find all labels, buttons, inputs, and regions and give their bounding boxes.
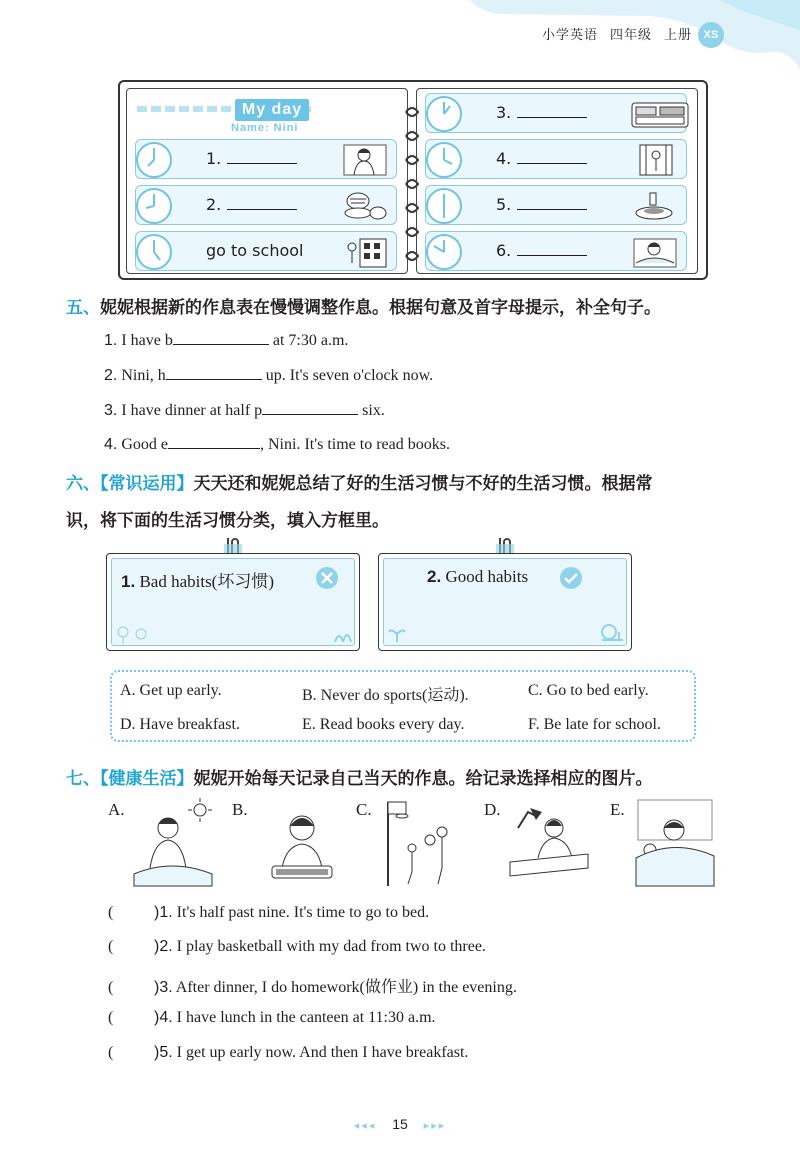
picture-label-b: B. [232, 800, 248, 819]
schedule-row-6 [425, 231, 687, 271]
good-habits-box[interactable] [378, 553, 632, 651]
habit-option-c: C. Go to bed early. [528, 682, 649, 699]
answer-paren[interactable]: ( [108, 1044, 114, 1061]
notebook-right-page [416, 88, 698, 274]
picture-label-d: D. [484, 800, 501, 819]
lunch-tray-illustration [630, 97, 690, 131]
answer-blank[interactable] [517, 104, 587, 118]
schedule-row-3 [135, 231, 397, 271]
section-6-number: 六、 [66, 474, 100, 494]
section-7-question-2: ( )2. I play basketball with my dad from two to three. [108, 938, 486, 955]
schedule-label-r3: 3. [496, 103, 587, 122]
schedule-label-1: 1. [206, 149, 297, 168]
sleeping-girl-illustration [632, 235, 678, 269]
cross-icon [315, 566, 339, 590]
answer-paren[interactable]: ( [108, 979, 114, 996]
clock-icon [424, 94, 464, 134]
schedule-row-3b [425, 93, 687, 133]
clock-icon [424, 232, 464, 272]
header-badge: XS [698, 22, 724, 48]
flower-decoration-icon [115, 622, 155, 644]
section-7-question-4: ( )4. I have lunch in the canteen at 11:30 a.m. [108, 1009, 436, 1026]
habit-option-e: E. Read books every day. [302, 716, 465, 733]
section-7-title: 七、【健康生活】妮妮开始每天记录自己当天的作息。给记录选择相应的图片。 [66, 769, 653, 789]
girl-doing-homework-picture [508, 798, 590, 888]
waking-girl-illustration [342, 143, 388, 177]
section-7-tag: 【健康生活】 [100, 769, 194, 789]
habit-option-f: F. Be late for school. [528, 716, 661, 733]
habit-options-box [110, 670, 696, 742]
notebook-left-page [126, 88, 408, 274]
bad-habits-label: 1. Bad habits(坏习惯) [121, 572, 275, 591]
header-term: 上册 [663, 28, 692, 43]
right-arrows-icon: ▸▸▸ [423, 1120, 447, 1132]
girl-waking-up-picture [132, 798, 214, 888]
section-5-question-4: 4. Good e , Nini. It's time to read books. [104, 436, 450, 453]
notebook-name: Name: Nini [231, 122, 299, 134]
going-home-illustration [632, 143, 678, 177]
good-habits-label: 2. Good habits [427, 567, 529, 586]
habit-option-a: A. Get up early. [120, 682, 222, 699]
section-5-title: 五、妮妮根据新的作息表在慢慢调整作息。根据句意及首字母提示，补全句子。 [66, 298, 661, 318]
left-arrows-icon: ◂◂◂ [353, 1120, 377, 1132]
answer-blank[interactable] [517, 196, 587, 210]
schedule-label-r6: 6. [496, 241, 587, 260]
answer-blank[interactable] [517, 150, 587, 164]
picture-label-a: A. [108, 800, 125, 819]
clock-icon [134, 186, 174, 226]
habit-option-b: B. Never do sports(运动). [302, 687, 469, 704]
section-5-question-1: 1. I have b at 7:30 a.m. [104, 332, 349, 349]
page-number: 15 [392, 1116, 408, 1132]
answer-blank[interactable] [168, 435, 260, 449]
schedule-label-2: 2. [206, 195, 297, 214]
answer-paren[interactable]: ( [108, 1009, 114, 1026]
picture-label-e: E. [610, 800, 625, 819]
clock-icon [424, 186, 464, 226]
answer-paren[interactable]: ( [108, 938, 114, 955]
section-6-title: 六、【常识运用】天天还和妮妮总结了好的生活习惯与不好的生活习惯。根据常 [66, 474, 653, 494]
section-5-question-3: 3. I have dinner at half p six. [104, 402, 385, 419]
habit-option-d: D. Have breakfast. [120, 716, 240, 733]
snail-decoration-icon [599, 622, 625, 642]
answer-blank[interactable] [227, 196, 297, 210]
my-day-notebook [118, 80, 708, 280]
schedule-row-5 [425, 185, 687, 225]
section-6-title-line2: 识，将下面的生活习惯分类，填入方框里。 [66, 511, 389, 531]
section-5-question-2: 2. Nini, h up. It's seven o'clock now. [104, 367, 434, 384]
notebook-title-banner [137, 99, 311, 119]
picture-label-c: C. [356, 800, 372, 819]
section-7-question-5: ( )5. I get up early now. And then I have breakfast. [108, 1044, 469, 1061]
header-book-info [530, 24, 692, 43]
schedule-row-1 [135, 139, 397, 179]
clock-icon [134, 140, 174, 180]
girl-sleeping-picture [634, 798, 716, 888]
section-5-number: 五、 [66, 298, 100, 318]
answer-blank[interactable] [173, 331, 269, 345]
school-building-illustration [342, 235, 388, 269]
grass-decoration-icon [333, 624, 353, 642]
schedule-label-3: go to school [206, 241, 304, 260]
page-footer [0, 1116, 800, 1132]
breakfast-food-illustration [342, 189, 388, 223]
schedule-row-2 [135, 185, 397, 225]
answer-blank[interactable] [166, 366, 262, 380]
section-7-number: 七、 [66, 769, 100, 789]
schedule-row-4 [425, 139, 687, 179]
section-6-tag: 【常识运用】 [100, 474, 194, 494]
schedule-label-r5: 5. [496, 195, 587, 214]
section-7-question-3: ( )3. After dinner, I do homework(做作业) in the evening. [108, 979, 517, 996]
bad-habits-box[interactable] [106, 553, 360, 651]
notebook-title: My day [235, 99, 309, 121]
dinner-plate-illustration [632, 189, 678, 223]
answer-blank[interactable] [262, 401, 358, 415]
clock-icon [134, 232, 174, 272]
section-7-question-1: ( )1. It's half past nine. It's time to go to bed. [108, 904, 430, 921]
girl-eating-picture [262, 798, 344, 888]
clock-icon [424, 140, 464, 180]
answer-blank[interactable] [227, 150, 297, 164]
schedule-label-r4: 4. [496, 149, 587, 168]
header-subject: 小学英语 [541, 28, 598, 43]
header-grade: 四年级 [609, 28, 652, 43]
answer-paren[interactable]: ( [108, 904, 114, 921]
check-icon [559, 566, 583, 590]
basketball-picture [378, 798, 460, 888]
answer-blank[interactable] [517, 242, 587, 256]
sprout-decoration-icon [387, 626, 407, 642]
